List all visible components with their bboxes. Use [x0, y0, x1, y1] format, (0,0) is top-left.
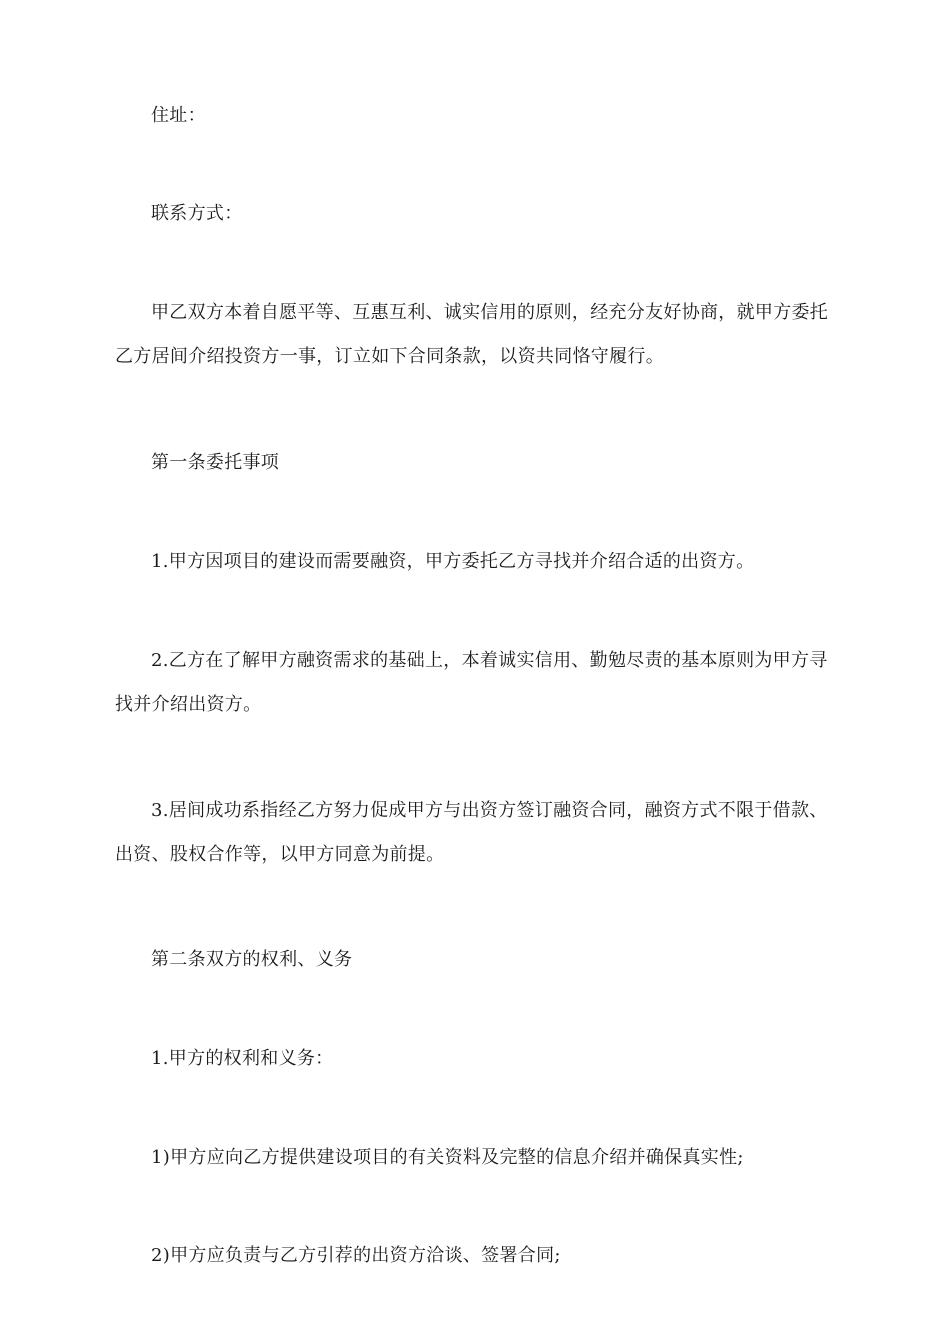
article-2-item-1: 1.甲方的权利和义务：: [151, 1048, 334, 1069]
article-1-item-2: 2.乙方在了解甲方融资需求的基础上，本着诚实信用、勤勉尽责的基本原则为甲方寻找并介绍出资方。: [115, 650, 828, 715]
article-2-title: 第二条双方的权利、义务: [151, 949, 353, 970]
article-1-item-1: 1.甲方因项目的建设而需要融资，甲方委托乙方寻找并介绍合适的出资方。: [151, 551, 755, 572]
article-1-title: 第一条委托事项: [151, 452, 280, 473]
preamble-paragraph: 甲乙双方本着自愿平等、互惠互利、诚实信用的原则，经充分友好协商，就甲方委托乙方居间介绍投资方一事，订立如下合同条款，以资共同恪守履行。: [115, 302, 829, 367]
contact-line: 联系方式：: [151, 203, 243, 224]
article-2-item-1-sub-1: 1)甲方应向乙方提供建设项目的有关资料及完整的信息介绍并确保真实性;: [151, 1147, 744, 1168]
article-1-item-3: 3.居间成功系指经乙方努力促成甲方与出资方签订融资合同，融资方式不限于借款、出资、股权合作等，以甲方同意为前提。: [115, 800, 828, 865]
address-line: 住址：: [151, 105, 206, 126]
article-2-item-1-sub-2: 2)甲方应负责与乙方引荐的出资方洽谈、签署合同;: [151, 1245, 561, 1266]
